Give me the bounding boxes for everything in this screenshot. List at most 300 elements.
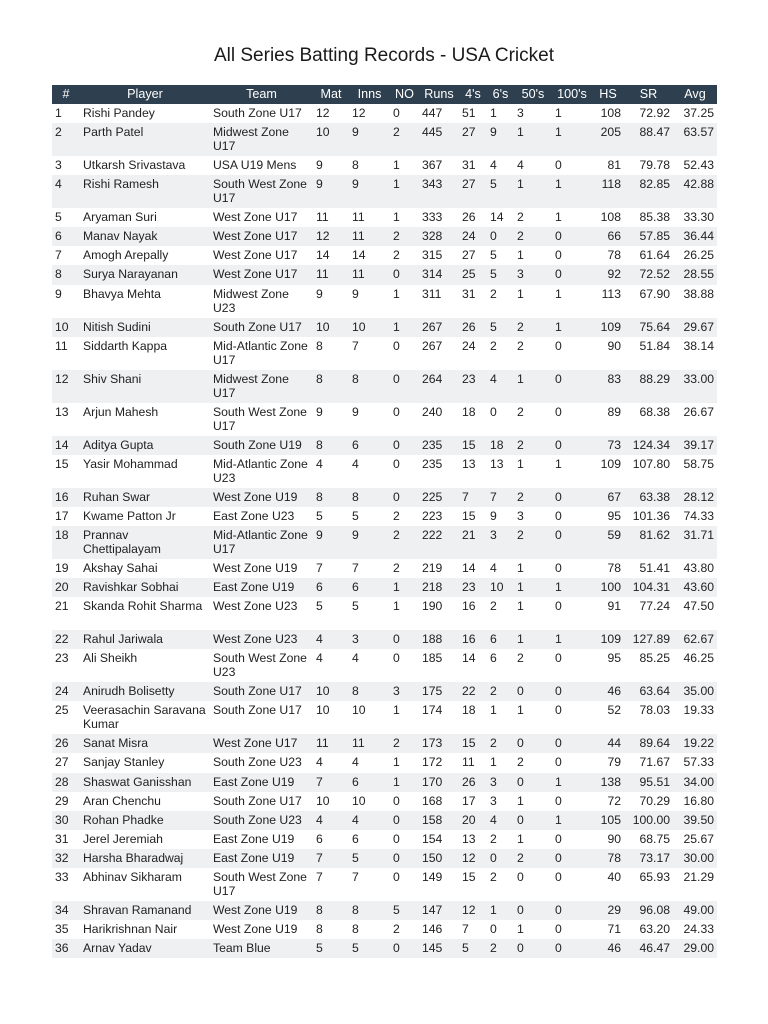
cell-runs: 147 xyxy=(419,901,459,920)
cell-no: 0 xyxy=(393,106,400,120)
cell-sixes: 6 xyxy=(487,630,514,649)
cell-avg: 57.33 xyxy=(683,755,714,770)
table-row xyxy=(52,156,717,175)
cell-hs: 78 xyxy=(592,849,624,868)
cell-player: Parth Patel xyxy=(80,123,210,156)
cell-no: 0 xyxy=(390,488,419,507)
cell-avg: 24.33 xyxy=(683,922,714,937)
cell-hs: 52 xyxy=(607,703,621,718)
cell-avg: 47.50 xyxy=(683,599,714,614)
cell-fifties: 1 xyxy=(517,922,524,937)
cell-hundreds: 1 xyxy=(555,286,562,301)
cell-mat: 6 xyxy=(313,578,349,597)
cell-fifties: 2 xyxy=(514,227,552,246)
cell-hs: 95 xyxy=(607,508,621,523)
cell-sixes: 3 xyxy=(490,793,497,808)
cell-inns: 9 xyxy=(352,286,359,301)
cell-hundreds: 0 xyxy=(552,370,592,403)
cell-hs: 92 xyxy=(592,265,624,284)
cell-avg: 26.67 xyxy=(683,404,714,419)
cell-fifties: 3 xyxy=(517,106,524,120)
cell-team: Midwest Zone U17 xyxy=(210,370,313,403)
cell-hs: 90 xyxy=(607,831,621,846)
cell-sixes: 2 xyxy=(490,599,497,614)
cell-sr: 95.51 xyxy=(624,773,673,792)
cell-player: Ruhan Swar xyxy=(80,488,210,507)
cell-hs: 90 xyxy=(607,338,621,353)
cell-runs: 343 xyxy=(419,175,459,208)
cell-runs: 150 xyxy=(419,849,459,868)
cell-hs: 78 xyxy=(607,560,621,575)
cell-team: West Zone U19 xyxy=(213,922,298,937)
cell-hundreds: 1 xyxy=(555,456,562,471)
cell-hundreds: 0 xyxy=(555,248,562,263)
cell-runs: 158 xyxy=(419,811,459,830)
cell-fifties: 0 xyxy=(514,773,552,792)
cell-inns: 4 xyxy=(349,811,390,830)
cell-fifties: 2 xyxy=(517,338,524,353)
cell-runs: 145 xyxy=(419,939,459,958)
cell-hs: 108 xyxy=(600,106,621,120)
cell-runs: 315 xyxy=(422,248,443,263)
cell-rank: 10 xyxy=(52,318,80,337)
cell-avg: 62.67 xyxy=(673,630,717,649)
cell-avg: 38.88 xyxy=(683,286,714,301)
cell-sixes: 14 xyxy=(490,210,504,225)
cell-sixes: 2 xyxy=(490,286,497,301)
cell-fours: 31 xyxy=(462,286,476,301)
cell-runs: 445 xyxy=(419,123,459,156)
table-row xyxy=(52,792,717,811)
cell-mat: 11 xyxy=(316,210,329,225)
cell-avg: 58.75 xyxy=(683,456,714,471)
cell-avg: 33.00 xyxy=(673,370,717,403)
cell-mat: 10 xyxy=(313,318,349,337)
cell-sr: 85.38 xyxy=(639,210,670,225)
cell-rank: 35 xyxy=(55,922,69,937)
cell-runs: 172 xyxy=(422,755,443,770)
cell-team: South West Zone U17 xyxy=(210,175,313,208)
cell-mat: 6 xyxy=(316,831,323,846)
cell-team: East Zone U19 xyxy=(210,849,313,868)
cell-runs: 328 xyxy=(419,227,459,246)
cell-sr: 71.67 xyxy=(639,755,670,770)
cell-no: 5 xyxy=(390,901,419,920)
cell-sr: 77.24 xyxy=(639,599,670,614)
cell-player: Aran Chenchu xyxy=(83,793,161,808)
cell-mat: 12 xyxy=(313,227,349,246)
cell-avg: 74.33 xyxy=(683,508,714,523)
cell-mat: 5 xyxy=(316,599,323,614)
cell-rank: 21 xyxy=(55,599,69,614)
cell-team: Mid-Atlantic Zone U17 xyxy=(210,526,313,559)
table-row xyxy=(52,734,717,753)
cell-inns: 6 xyxy=(352,831,359,846)
cell-avg: 35.00 xyxy=(673,682,717,701)
cell-rank: 23 xyxy=(55,651,69,666)
cell-inns: 6 xyxy=(349,436,390,455)
cell-no: 0 xyxy=(393,793,400,808)
cell-no: 0 xyxy=(390,939,419,958)
cell-fifties: 1 xyxy=(517,560,524,575)
cell-sr: 46.47 xyxy=(624,939,673,958)
cell-sixes: 13 xyxy=(490,456,504,471)
cell-runs: 154 xyxy=(422,831,443,846)
cell-sr: 68.38 xyxy=(639,404,670,419)
cell-fifties: 2 xyxy=(517,651,524,666)
cell-mat: 8 xyxy=(313,370,349,403)
cell-hs: 66 xyxy=(592,227,624,246)
cell-avg: 21.29 xyxy=(683,869,714,884)
cell-avg: 28.12 xyxy=(673,488,717,507)
cell-player: Yasir Mohammad xyxy=(83,456,178,471)
cell-mat: 8 xyxy=(313,488,349,507)
cell-rank: 17 xyxy=(55,508,69,523)
column-header-rank: # xyxy=(52,85,80,104)
cell-fifties: 2 xyxy=(514,849,552,868)
cell-avg: 39.17 xyxy=(673,436,717,455)
cell-rank: 31 xyxy=(55,831,69,846)
cell-runs: 222 xyxy=(419,526,459,559)
cell-fours: 13 xyxy=(462,456,476,471)
cell-runs: 267 xyxy=(422,338,443,353)
cell-fifties: 2 xyxy=(517,210,524,225)
table-row xyxy=(52,208,717,227)
cell-fifties: 1 xyxy=(517,599,524,614)
cell-sr: 63.20 xyxy=(639,922,670,937)
cell-rank: 32 xyxy=(52,849,80,868)
cell-team: East Zone U19 xyxy=(210,578,313,597)
cell-fifties: 0 xyxy=(514,811,552,830)
cell-rank: 24 xyxy=(52,682,80,701)
cell-fifties: 1 xyxy=(514,630,552,649)
cell-runs: 267 xyxy=(419,318,459,337)
table-row xyxy=(52,318,717,337)
cell-hs: 108 xyxy=(600,210,621,225)
cell-avg: 29.67 xyxy=(673,318,717,337)
cell-inns: 6 xyxy=(349,773,390,792)
cell-player: Rahul Jariwala xyxy=(80,630,210,649)
table-row xyxy=(52,104,717,123)
column-header-sr: SR xyxy=(624,85,673,104)
cell-player: Aryaman Suri xyxy=(83,210,157,225)
cell-hs: 71 xyxy=(607,922,621,937)
table-row xyxy=(52,811,717,830)
cell-player: Kwame Patton Jr xyxy=(83,508,176,523)
cell-sr: 88.47 xyxy=(624,123,673,156)
cell-inns: 4 xyxy=(352,755,359,770)
cell-fifties: 2 xyxy=(514,526,552,559)
cell-runs: 188 xyxy=(419,630,459,649)
cell-avg: 43.80 xyxy=(683,560,714,575)
cell-hundreds: 0 xyxy=(555,703,562,718)
cell-mat: 11 xyxy=(313,265,349,284)
cell-sr: 70.29 xyxy=(639,793,670,808)
column-header-fifties: 50's xyxy=(514,85,552,104)
cell-no: 2 xyxy=(390,734,419,753)
cell-hs: 78 xyxy=(607,248,621,263)
cell-no: 0 xyxy=(390,849,419,868)
cell-hs: 138 xyxy=(592,773,624,792)
cell-mat: 9 xyxy=(316,286,323,301)
cell-no: 3 xyxy=(390,682,419,701)
cell-no: 2 xyxy=(393,508,400,523)
cell-inns: 14 xyxy=(352,248,366,263)
cell-inns: 8 xyxy=(352,158,359,173)
cell-team: West Zone U17 xyxy=(210,265,313,284)
cell-no: 2 xyxy=(390,123,419,156)
cell-team: South Zone U17 xyxy=(213,106,302,120)
cell-no: 0 xyxy=(393,831,400,846)
cell-rank: 19 xyxy=(55,560,69,575)
cell-inns: 9 xyxy=(352,404,359,419)
cell-avg: 33.30 xyxy=(683,210,714,225)
cell-runs: 367 xyxy=(422,158,443,173)
cell-fours: 12 xyxy=(459,901,487,920)
page-title: All Series Batting Records - USA Cricket xyxy=(213,45,554,66)
cell-sixes: 4 xyxy=(490,158,497,173)
cell-avg: 16.80 xyxy=(683,793,714,808)
cell-inns: 9 xyxy=(349,526,390,559)
cell-team: South Zone U23 xyxy=(213,755,302,770)
cell-team: South Zone U19 xyxy=(210,436,313,455)
cell-team: East Zone U19 xyxy=(210,773,313,792)
cell-hs: 83 xyxy=(592,370,624,403)
cell-mat: 11 xyxy=(313,734,349,753)
cell-inns: 7 xyxy=(352,869,359,884)
cell-avg: 30.00 xyxy=(673,849,717,868)
cell-mat: 9 xyxy=(313,526,349,559)
table-row xyxy=(52,246,717,265)
cell-team: South Zone U17 xyxy=(210,682,313,701)
cell-fours: 23 xyxy=(459,578,487,597)
cell-hs: 73 xyxy=(592,436,624,455)
cell-runs: 168 xyxy=(422,793,443,808)
cell-sixes: 1 xyxy=(490,755,497,770)
cell-mat: 4 xyxy=(316,456,323,471)
cell-sixes: 9 xyxy=(490,508,497,523)
cell-hundreds: 0 xyxy=(555,599,562,614)
cell-fifties: 1 xyxy=(517,456,524,471)
cell-rank: 33 xyxy=(55,869,69,884)
cell-fifties: 2 xyxy=(517,404,524,419)
cell-sixes: 0 xyxy=(487,849,514,868)
cell-runs: 235 xyxy=(422,456,443,471)
cell-hundreds: 0 xyxy=(552,526,592,559)
cell-no: 0 xyxy=(393,651,400,666)
cell-sixes: 1 xyxy=(490,106,497,120)
column-header-sixes: 6's xyxy=(487,85,514,104)
cell-hundreds: 0 xyxy=(555,922,562,937)
column-header-inns: Inns xyxy=(349,85,390,104)
cell-team: South Zone U17 xyxy=(213,703,302,718)
cell-sr: 88.29 xyxy=(624,370,673,403)
cell-mat: 7 xyxy=(313,849,349,868)
cell-no: 0 xyxy=(390,370,419,403)
cell-sr: 65.93 xyxy=(639,869,670,884)
table-row xyxy=(52,285,717,318)
cell-rank: 9 xyxy=(55,286,62,301)
cell-fifties: 0 xyxy=(514,682,552,701)
cell-sr: 61.64 xyxy=(639,248,670,263)
cell-player: Rohan Phadke xyxy=(80,811,210,830)
cell-hs: 109 xyxy=(592,318,624,337)
cell-team: East Zone U19 xyxy=(213,831,295,846)
cell-rank: 13 xyxy=(55,404,69,419)
cell-team: West Zone U23 xyxy=(213,599,298,614)
cell-mat: 9 xyxy=(313,175,349,208)
cell-player: Rishi Pandey xyxy=(83,106,155,120)
cell-rank: 4 xyxy=(52,175,80,208)
cell-hundreds: 0 xyxy=(552,265,592,284)
cell-fours: 7 xyxy=(459,488,487,507)
cell-team: Midwest Zone U17 xyxy=(210,123,313,156)
cell-runs: 218 xyxy=(419,578,459,597)
cell-fours: 12 xyxy=(459,849,487,868)
cell-rank: 26 xyxy=(52,734,80,753)
cell-rank: 27 xyxy=(55,755,69,770)
table-row xyxy=(52,773,717,792)
cell-rank: 8 xyxy=(52,265,80,284)
cell-rank: 30 xyxy=(52,811,80,830)
cell-inns: 10 xyxy=(352,793,366,808)
table-row xyxy=(52,455,717,488)
table-row xyxy=(52,597,717,630)
table-row xyxy=(52,175,717,208)
cell-inns: 8 xyxy=(349,488,390,507)
cell-no: 1 xyxy=(393,755,400,770)
table-row xyxy=(52,559,717,578)
cell-hs: 109 xyxy=(600,456,621,471)
cell-mat: 4 xyxy=(316,755,323,770)
cell-fours: 24 xyxy=(459,227,487,246)
cell-player: Arjun Mahesh xyxy=(83,404,159,419)
cell-team: Midwest Zone U23 xyxy=(213,286,289,315)
cell-sr: 79.78 xyxy=(639,158,670,173)
table-row xyxy=(52,920,717,939)
cell-player: Shaswat Ganisshan xyxy=(80,773,210,792)
cell-sixes: 2 xyxy=(490,831,497,846)
cell-no: 1 xyxy=(390,318,419,337)
cell-rank: 34 xyxy=(52,901,80,920)
table-row xyxy=(52,578,717,597)
cell-sr: 101.36 xyxy=(632,508,670,523)
cell-fifties: 2 xyxy=(514,318,552,337)
cell-mat: 4 xyxy=(313,630,349,649)
cell-rank: 14 xyxy=(52,436,80,455)
cell-hundreds: 0 xyxy=(555,404,562,419)
cell-inns: 11 xyxy=(352,210,365,225)
cell-no: 0 xyxy=(393,404,400,419)
cell-hs: 100 xyxy=(592,578,624,597)
cell-avg: 39.50 xyxy=(673,811,717,830)
cell-sr: 124.34 xyxy=(624,436,673,455)
cell-player: Manav Nayak xyxy=(80,227,210,246)
cell-hs: 81 xyxy=(607,158,621,173)
cell-avg: 28.55 xyxy=(673,265,717,284)
cell-sixes: 1 xyxy=(490,703,497,718)
cell-fifties: 4 xyxy=(517,158,524,173)
cell-inns: 5 xyxy=(349,849,390,868)
cell-sixes: 6 xyxy=(490,651,497,666)
cell-hundreds: 0 xyxy=(552,436,592,455)
cell-sixes: 0 xyxy=(487,227,514,246)
table-row xyxy=(52,403,717,436)
cell-hs: 67 xyxy=(592,488,624,507)
cell-hundreds: 0 xyxy=(555,338,562,353)
batting-records-table xyxy=(52,85,717,958)
cell-hundreds: 0 xyxy=(555,793,562,808)
column-header-player: Player xyxy=(80,85,210,104)
cell-rank: 2 xyxy=(52,123,80,156)
cell-runs: 264 xyxy=(419,370,459,403)
cell-sr: 67.90 xyxy=(639,286,670,301)
cell-inns: 10 xyxy=(352,703,366,718)
cell-mat: 10 xyxy=(313,682,349,701)
cell-mat: 7 xyxy=(316,869,323,884)
cell-hundreds: 0 xyxy=(555,831,562,846)
cell-mat: 8 xyxy=(316,338,323,353)
cell-team: South West Zone U17 xyxy=(213,869,307,898)
cell-sr: 81.62 xyxy=(624,526,673,559)
cell-rank: 28 xyxy=(52,773,80,792)
cell-sixes: 3 xyxy=(487,773,514,792)
cell-no: 1 xyxy=(393,703,400,718)
cell-no: 2 xyxy=(393,560,400,575)
cell-fours: 20 xyxy=(459,811,487,830)
cell-avg: 49.00 xyxy=(673,901,717,920)
cell-hundreds: 0 xyxy=(555,651,562,666)
cell-avg: 26.25 xyxy=(683,248,714,263)
cell-avg: 42.88 xyxy=(673,175,717,208)
cell-mat: 7 xyxy=(316,560,323,575)
cell-fifties: 2 xyxy=(517,755,524,770)
cell-sixes: 2 xyxy=(487,939,514,958)
cell-hs: 109 xyxy=(592,630,624,649)
cell-runs: 240 xyxy=(422,404,443,419)
cell-inns: 7 xyxy=(352,560,359,575)
cell-avg: 38.14 xyxy=(683,338,714,353)
cell-player: Shiv Shani xyxy=(80,370,210,403)
cell-no: 0 xyxy=(390,630,419,649)
cell-team: West Zone U17 xyxy=(213,248,298,263)
cell-hs: 91 xyxy=(607,599,621,614)
cell-hs: 118 xyxy=(592,175,624,208)
cell-hs: 29 xyxy=(592,901,624,920)
cell-hs: 79 xyxy=(607,755,621,770)
table-row xyxy=(52,649,717,682)
cell-fifties: 0 xyxy=(514,734,552,753)
cell-no: 0 xyxy=(390,436,419,455)
cell-no: 1 xyxy=(393,210,400,225)
cell-mat: 10 xyxy=(313,123,349,156)
cell-player: Rishi Ramesh xyxy=(80,175,210,208)
cell-hundreds: 0 xyxy=(555,508,562,523)
cell-fifties: 3 xyxy=(517,508,524,523)
cell-team: Team Blue xyxy=(210,939,313,958)
cell-inns: 3 xyxy=(349,630,390,649)
cell-sixes: 10 xyxy=(487,578,514,597)
cell-no: 2 xyxy=(393,922,400,937)
cell-fifties: 1 xyxy=(514,175,552,208)
cell-sr: 72.52 xyxy=(624,265,673,284)
cell-mat: 4 xyxy=(316,651,323,666)
cell-sr: 51.84 xyxy=(639,338,670,353)
cell-inns: 4 xyxy=(352,456,359,471)
column-header-avg: Avg xyxy=(673,85,717,104)
cell-fours: 31 xyxy=(462,158,476,173)
cell-no: 0 xyxy=(393,456,400,471)
